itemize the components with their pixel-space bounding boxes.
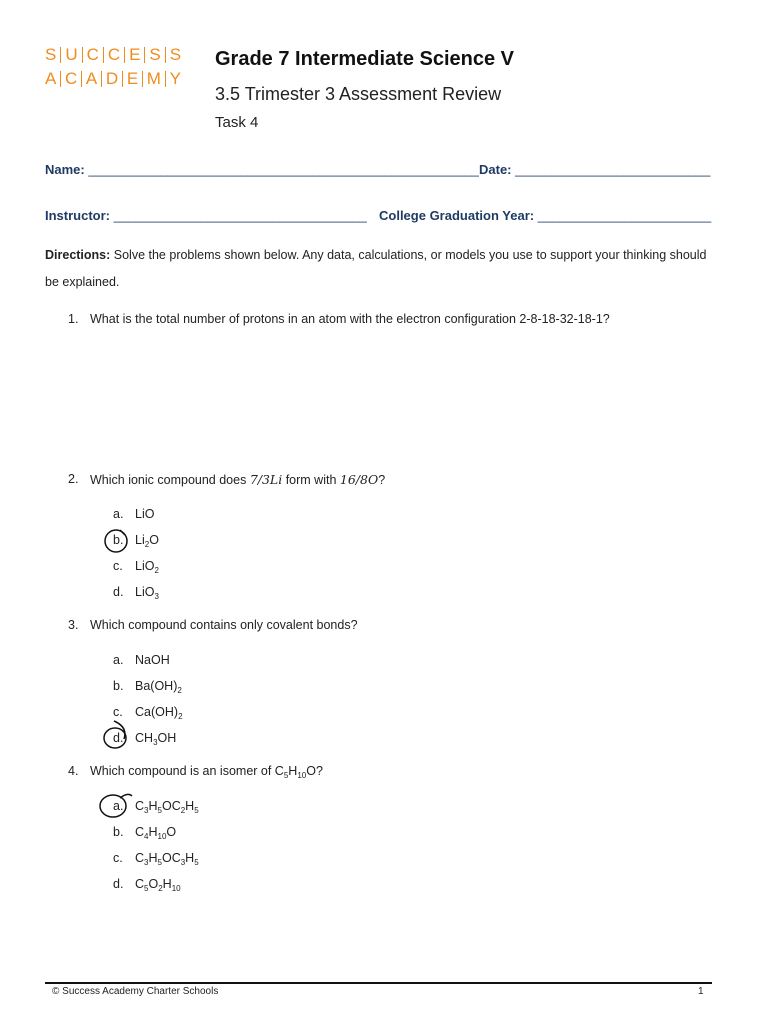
logo-letter: C: [107, 45, 121, 64]
logo-letter: D: [105, 69, 119, 88]
graduation-year-label: College Graduation Year:: [379, 208, 535, 223]
logo-letter: A: [45, 69, 57, 88]
footer-copyright: © Success Academy Charter Schools: [52, 986, 219, 997]
footer-divider: [45, 982, 712, 984]
option-text: LiO$_2$: [135, 559, 159, 575]
option-letter: c.: [113, 559, 123, 573]
logo-letter: S: [169, 45, 182, 64]
question-number: 2.: [68, 472, 79, 486]
instructor-label: Instructor:: [45, 208, 110, 223]
option-letter: d.: [113, 731, 124, 745]
logo-letter: S: [149, 45, 161, 64]
logo-row-academy: [45, 69, 185, 89]
directions-label: Directions:: [45, 248, 111, 262]
option-text: $C_3H_5OC_2H_5$: [135, 799, 199, 815]
isotope-lithium: 7/3Li: [249, 472, 283, 487]
logo-letter: C: [86, 45, 99, 64]
logo-letter: Y: [169, 69, 181, 88]
document-title: Grade 7 Intermediate Science V: [215, 48, 515, 70]
question-number: 1.: [68, 312, 79, 326]
option-text: $C_3H_5OC_3H_5$: [135, 851, 199, 867]
option-letter: c.: [113, 705, 123, 719]
option-text: NaOH: [135, 653, 170, 667]
logo-letter: A: [85, 69, 98, 88]
option-text: $Li_2O$: [135, 533, 159, 549]
option-text: $C_5O_2H_{10}$: [135, 877, 181, 893]
option-2d[interactable]: [0, 585, 768, 603]
option-letter: b.: [113, 533, 124, 547]
option-text: LiO: [135, 507, 155, 521]
page-number: 1: [698, 986, 704, 997]
option-letter: a.: [113, 653, 124, 667]
option-letter: c.: [113, 851, 123, 865]
option-text: $Ca(OH)_2$: [135, 705, 183, 721]
answer-circle-3d: [100, 719, 134, 753]
option-4d[interactable]: [0, 877, 768, 895]
task-label: Task 4: [215, 114, 259, 131]
date-field[interactable]: [479, 162, 710, 177]
name-blank[interactable]: ______________________________________________________: [88, 162, 479, 177]
graduation-year-field[interactable]: [379, 208, 711, 223]
option-text: $C_4H_{10}O$: [135, 825, 177, 841]
question-text: Which ionic compound does 7/3Li form with 16/8O?: [90, 472, 386, 487]
question-number: 4.: [68, 764, 79, 778]
logo-letter: M: [146, 69, 161, 88]
question-text: What is the total number of protons in an atom with the electron configuration 2-8-18-32-18-1?: [90, 312, 610, 326]
option-3a[interactable]: [0, 653, 768, 671]
name-field[interactable]: [45, 162, 479, 177]
option-4c[interactable]: [0, 851, 768, 869]
option-letter: d.: [113, 585, 124, 599]
answer-circle-2b: [100, 524, 132, 556]
question-4: [0, 764, 768, 782]
answer-circle-4a: [94, 788, 134, 822]
question-3: [0, 618, 768, 636]
question-2: [0, 472, 768, 490]
logo-letter: U: [65, 45, 78, 64]
instructor-field[interactable]: [45, 208, 367, 223]
option-4b[interactable]: [0, 825, 768, 843]
logo-row-success: [45, 45, 185, 65]
instructor-blank[interactable]: ___________________________________: [113, 208, 367, 223]
question-text: Which compound is an isomer of $C_5H_{10}O$?: [90, 764, 323, 780]
success-academy-logo: [45, 45, 185, 93]
option-2a[interactable]: [0, 507, 768, 525]
date-blank[interactable]: ___________________________: [515, 162, 711, 177]
option-letter: b.: [113, 825, 124, 839]
question-1: [0, 312, 768, 330]
document-subtitle: 3.5 Trimester 3 Assessment Review: [215, 84, 502, 104]
option-letter: a.: [113, 507, 124, 521]
option-letter: d.: [113, 877, 124, 891]
option-letter: a.: [113, 799, 124, 813]
option-text: $CH_3OH$: [135, 731, 177, 747]
logo-letter: E: [129, 45, 141, 64]
option-3b[interactable]: [0, 679, 768, 697]
option-letter: b.: [113, 679, 124, 693]
option-2c[interactable]: [0, 559, 768, 577]
option-text: $Ba(OH)_2$: [135, 679, 182, 695]
logo-letter: E: [126, 69, 139, 88]
directions-text: Solve the problems shown below. Any data, calculations, or models you use to support your thinking should be explained.: [45, 248, 707, 289]
isotope-oxygen: 16/8O: [339, 472, 379, 487]
date-label: Date:: [479, 162, 512, 177]
directions: [45, 242, 715, 296]
logo-letter: C: [64, 69, 78, 88]
question-text: Which compound contains only covalent bonds?: [90, 618, 358, 632]
option-text: LiO$_3$: [135, 585, 159, 601]
logo-letter: S: [45, 45, 57, 64]
graduation-year-blank[interactable]: ________________________: [537, 208, 712, 223]
question-number: 3.: [68, 618, 79, 632]
name-label: Name:: [45, 162, 85, 177]
